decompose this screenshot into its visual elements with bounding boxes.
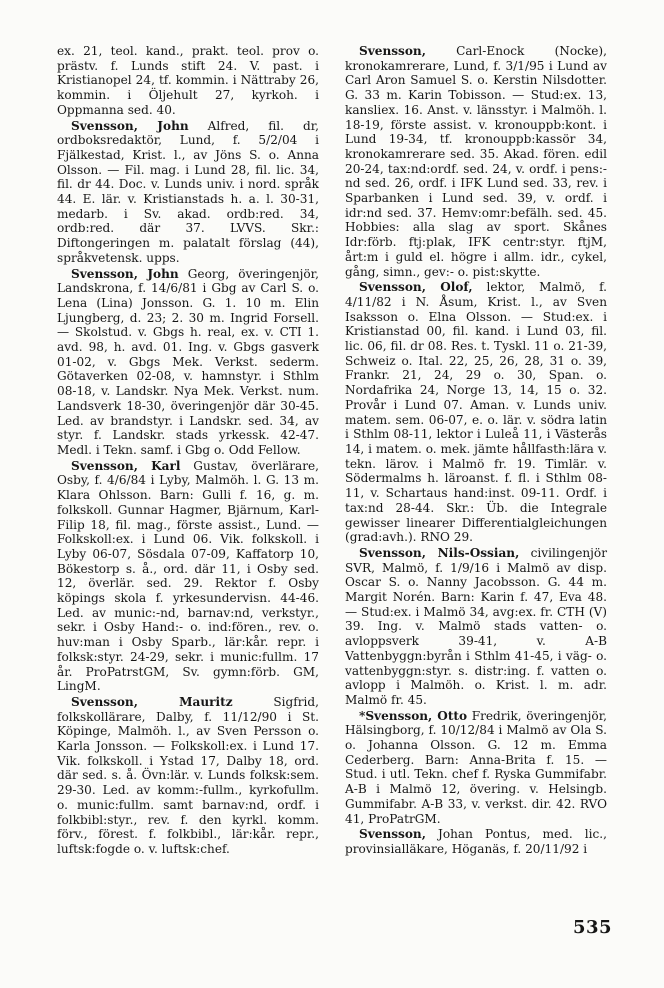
entry-name: Svensson, John xyxy=(71,266,179,281)
entry-svensson-mauritz xyxy=(57,695,319,857)
entry-name: Svensson, Mauritz xyxy=(71,694,233,709)
entry-name: *Svensson, Otto xyxy=(359,708,468,723)
entry-svensson-olof xyxy=(345,280,607,545)
entry-text: Fredrik, överingenjör, Hälsingborg, f. 10/12/84 i Malmö av Ola S. o. Johanna Olsson. G. 12 m. Emma Cederberg. Barn: Anna-Brita f. 15. — Stud. i utl. Tekn. chef f. Ryska Gummifabr. A-B i Malmö 12, övering. v. Helsingb. Gummifabr. A-B 33, v. verkst. dir. 42. RVO 41, ProPatrGM. xyxy=(345,708,607,826)
entry-text: Johan Pontus, med. lic., provinsialläkare, Höganäs, f. 20/11/92 i xyxy=(345,827,607,856)
entry-text: Georg, överingenjör, Landskrona, f. 14/6/81 i Gbg av Carl S. o. Lena (Lina) Jonsson. G. 1. 10 m. Elin Ljungberg, d. 23; 2. 30 m. Ingrid Forsell. — Skolstud. v. Gbgs h. real, ex. v. CTI 1. avd. 98, h. avd. 01. Ing. v. Gbgs gasverk 01-02, v. Gbgs Mek. Verkst. sederm. Götaverken 02-08, v. hamnstyr. i Sthlm 08-18, v. Landskr. Nya Mek. Verkst. num. Landsverk 18-30, överingenjör där 30-45. Led. av brandstyr. i Landskr. sed. 34, av styr. f. Landskr. stads yrkessk. 42-47. Medl. i Tekn. samf. i Gbg o. Odd Fellow. xyxy=(57,266,319,457)
entry-name: Svensson, xyxy=(359,827,426,842)
entry-text: Alfred, fil. dr, ordboksredaktör, Lund, f. 5/2/04 i Fjälkestad, Krist. l., av Jöns S. o. Anna Olsson. — Fil. mag. i Lund 28, fil. lic. 34, fil. dr 44. Doc. v. Lunds univ. i nord. språk 44. E. lär. v. Kristianstads h. a. l. 30-31, medarb. i Sv. akad. ordb:red. 34, ordb:red. där 37. LVVS. Skr.: Diftongeringen m. palatalt förslag (44), språkvetensk. upps. xyxy=(57,118,319,265)
entry-name: Svensson, Olof, xyxy=(359,280,473,295)
entry-name: Svensson, John xyxy=(71,118,189,133)
entry-text: Sigfrid, folkskollärare, Dalby, f. 11/12/90 i St. Köpinge, Malmöh. l., av Sven Persson o. Karla Jonsson. — Folkskoll:ex. i Lund 17. Vik. folkskoll. i Ystad 17, Dalby 18, ord. där sed. s. å. Övn:lär. v. Lunds folksk:sem. 29-30. Led. av komm:-fullm., kyrkofullm. o. munic:fullm. samt barnav:nd, ordf. i folkbibl:styr., rev. f. den kyrkl. komm. förv., förest. f. folkbibl., lär:kår. repr., luftsk:fogde o. v. luftsk:chef. xyxy=(57,694,319,856)
entry-name: Svensson, Nils-Ossian, xyxy=(359,545,520,560)
left-column xyxy=(57,44,319,858)
page-number: 535 xyxy=(573,917,613,938)
entry-text: ex. 21, teol. kand., prakt. teol. prov o. prästv. f. Lunds stift 24. V. past. i Kristianopel 24, tf. kommin. i Nättraby 26, kommin. i Öljehult 27, kyrkoh. i Oppmanna sed. 40. xyxy=(57,44,319,117)
entry-text: Carl-Enock (Nocke), kronokamrerare, Lund, f. 3/1/95 i Lund av Carl Aron Samuel S. o. Kerstin Nilsdotter. G. 33 m. Karin Tobisson. — Stud:ex. 13, kansliex. 16. Anst. v. länsstyr. i Malmöh. l. 18-19, förste assist. v. kronouppb:kont. i Lund 19-34, tf. kronouppb:kassör 34, kronokamrerare sed. 35. Akad. fören. edil 20-24, tax:nd:ordf. sed. 24, v. ordf. i pens:-nd sed. 26, ordf. i IFK Lund sed. 33, rev. i Sparbanken i Lund sed. 39, v. ordf. i idr:nd sed. 37. Hemv:omr:befälh. sed. 45. Hobbies: alla slag av sport. Skånes Idr:förb. ftj:plak, IFK centr:styr. ftjM, årt:m i guld el. högre i allm. idr., cykel, gång, simn., gev:- o. pist:skytte. xyxy=(345,44,607,279)
entry-name: Svensson, xyxy=(359,44,426,58)
entry-continuation xyxy=(57,44,319,118)
entry-svensson-john-georg xyxy=(57,267,319,458)
entry-svensson-johan-pontus xyxy=(345,827,607,856)
entry-text: Gustav, överlärare, Osby, f. 4/6/84 i Lyby, Malmöh. l. G. 13 m. Klara Ohlsson. Barn: Gulli f. 16, g. m. folkskoll. Gunnar Hagmer, Bjärnum, Karl-Filip 18, fil. mag., förste assist., Lund. — Folkskoll:ex. i Lund 06. Vik. folkskoll. i Lyby 06-07, Sösdala 07-09, Kaffatorp 10, Bökestorp s. å., ord. där 11, i Osby sed. 12, överlär. sed. 29. Rektor f. Osby köpings skola f. yrkesundervisn. 44-46. Led. av munic:-nd, barnav:nd, verkstyr., sekr. i Osby Hand:- o. ind:fören., rev. o. huv:man i Osby Sparb., lär:kår. repr. i folksk:styr. 24-29, sekr. i munic:fullm. 17 år. ProPatrstGM, Sv. gymn:förb. GM, LingM. xyxy=(57,458,319,694)
entry-text: lektor, Malmö, f. 4/11/82 i N. Åsum, Krist. l., av Sven Isaksson o. Elna Olsson. — Stud:ex. i Kristianstad 00, fil. kand. i Lund 03, fil. lic. 06, fil. dr 08. Res. t. Tyskl. 11 o. 21-39, Schweiz o. Ital. 22, 25, 26, 28, 31 o. 39, Frankr. 21, 24, 29 o. 30, Span. o. Nordafrika 24, Norge 13, 14, 15 o. 32. Provår i Lund 07. Aman. v. Lunds univ. matem. sem. 06-07, e. o. lär. v. södra latin i Sthlm 08-11, lektor i Luleå 11, i Västerås 14, i matem. o. mek. jämte hållfasth:lära v. tekn. lärov. i Malmö fr. 19. Timlär. v. Södermalms h. läroanst. f. fl. i Sthlm 08-11, v. Schartaus hand:inst. 09-11. Ordf. i tax:nd 28-44. Skr.: Üb. die Integrale gewisser linearer Differentialgleichungen (grad:avh.). RNO 29. xyxy=(345,280,607,545)
entry-svensson-karl xyxy=(57,459,319,694)
entry-svensson-john-alfred xyxy=(57,119,319,266)
entry-text: civilingenjör SVR, Malmö, f. 1/9/16 i Malmö av disp. Oscar S. o. Nanny Jacobsson. G. 44 m. Margit Norén. Barn: Karin f. 47, Eva 48. — Stud:ex. i Malmö 34, avg:ex. fr. CTH (V) 39. Ing. v. Malmö stads vatten- o. avloppsverk 39-41, v. A-B Vattenbyggn:byrån i Sthlm 41-45, i väg- o. vattenbyggn:styr. s. distr:ing. f. vatten o. avlopp i Malmöh. o. Krist. l. m. adr. Malmö fr. 45. xyxy=(345,545,607,707)
entry-svensson-carl-enock xyxy=(345,44,607,279)
entry-name: Svensson, Karl xyxy=(71,458,181,473)
entry-svensson-otto xyxy=(345,709,607,827)
right-column xyxy=(345,44,607,858)
entry-svensson-nils-ossian xyxy=(345,546,607,708)
